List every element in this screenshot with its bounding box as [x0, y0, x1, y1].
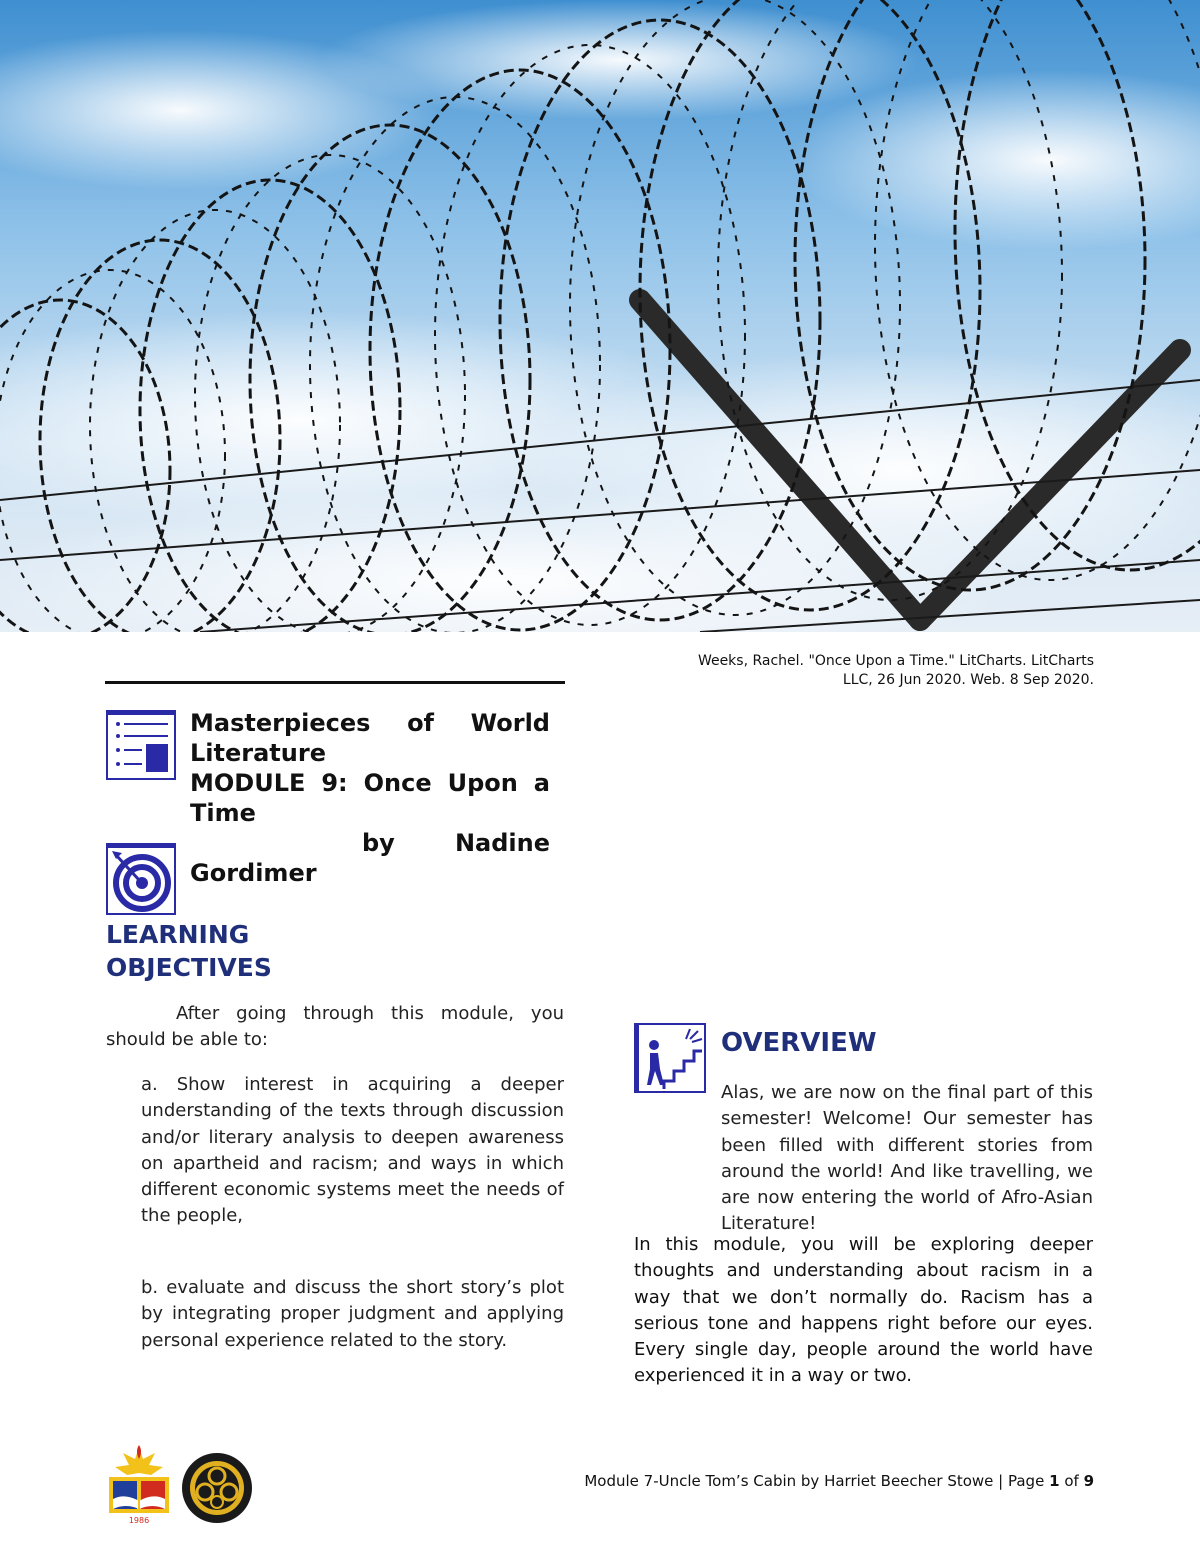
title-byline [190, 828, 550, 858]
overview-paragraph-2: In this module, you will be exploring deeper thoughts and understanding about racism in a way that we don’t normally do. Racism has a serious tone and happens right before our eyes. Every single day, people around the world have experienced it in a way or two. [634, 1234, 1093, 1387]
razor-wire-photo [0, 0, 1200, 632]
title-author-last: Gordimer [190, 859, 317, 887]
overview-heading: OVERVIEW [721, 1028, 877, 1058]
title-by: by [362, 829, 395, 857]
title-author-first: Nadine [454, 829, 550, 857]
target-icon [106, 843, 176, 915]
learning-objectives-intro [106, 1001, 564, 1053]
module-title [190, 708, 550, 888]
lo-heading-line-1: LEARNING [106, 920, 250, 949]
title-line-2: MODULE 9: Once Upon a Time [190, 769, 550, 827]
footer-of: of [1064, 1472, 1079, 1490]
overview-p1-text: Alas, we are now on the final part of this semester! Welcome! Our semester has been filled with different stories from around the world! And like travelling, we are now entering the world of Afro-Asian Literature! [721, 1082, 1093, 1235]
title-line-1: Masterpieces of World Literature [190, 709, 550, 767]
citation-line-1: Weeks, Rachel. "Once Upon a Time." LitCharts. LitCharts [697, 653, 1094, 669]
overview-paragraph-1 [634, 1080, 1093, 1238]
footer-text: Module 7-Uncle Tom’s Cabin by Harriet Beecher Stowe | Page [584, 1472, 1045, 1490]
title-divider [105, 681, 565, 684]
citation-line-2: LLC, 26 Jun 2020. Web. 8 Sep 2020. [842, 672, 1094, 688]
school-seal-logo [176, 1452, 258, 1524]
objective-b: b. evaluate and discuss the short story’s plot by integrating proper judgment and applying personal experience related to the story. [141, 1277, 564, 1351]
lo-heading-line-2: OBJECTIVES [106, 953, 272, 982]
footer-page-number: 1 [1049, 1472, 1060, 1490]
citation [574, 652, 1094, 690]
objective-a: a. Show interest in acquiring a deeper understanding of the texts through discussion and/or literary analysis to deepen awareness on apartheid and racism; and ways in which different economic systems meet the needs of the people, [141, 1074, 564, 1227]
lo-intro-text: After going through this module, you should be able to: [106, 1003, 564, 1050]
page-footer [584, 1470, 1094, 1492]
hero-image [0, 0, 1200, 632]
list-icon [106, 710, 176, 780]
learning-objectives-heading [106, 918, 426, 984]
deped-logo [105, 1443, 173, 1527]
deped-year: 1986 [128, 1516, 150, 1525]
footer-page-total: 9 [1083, 1472, 1094, 1490]
